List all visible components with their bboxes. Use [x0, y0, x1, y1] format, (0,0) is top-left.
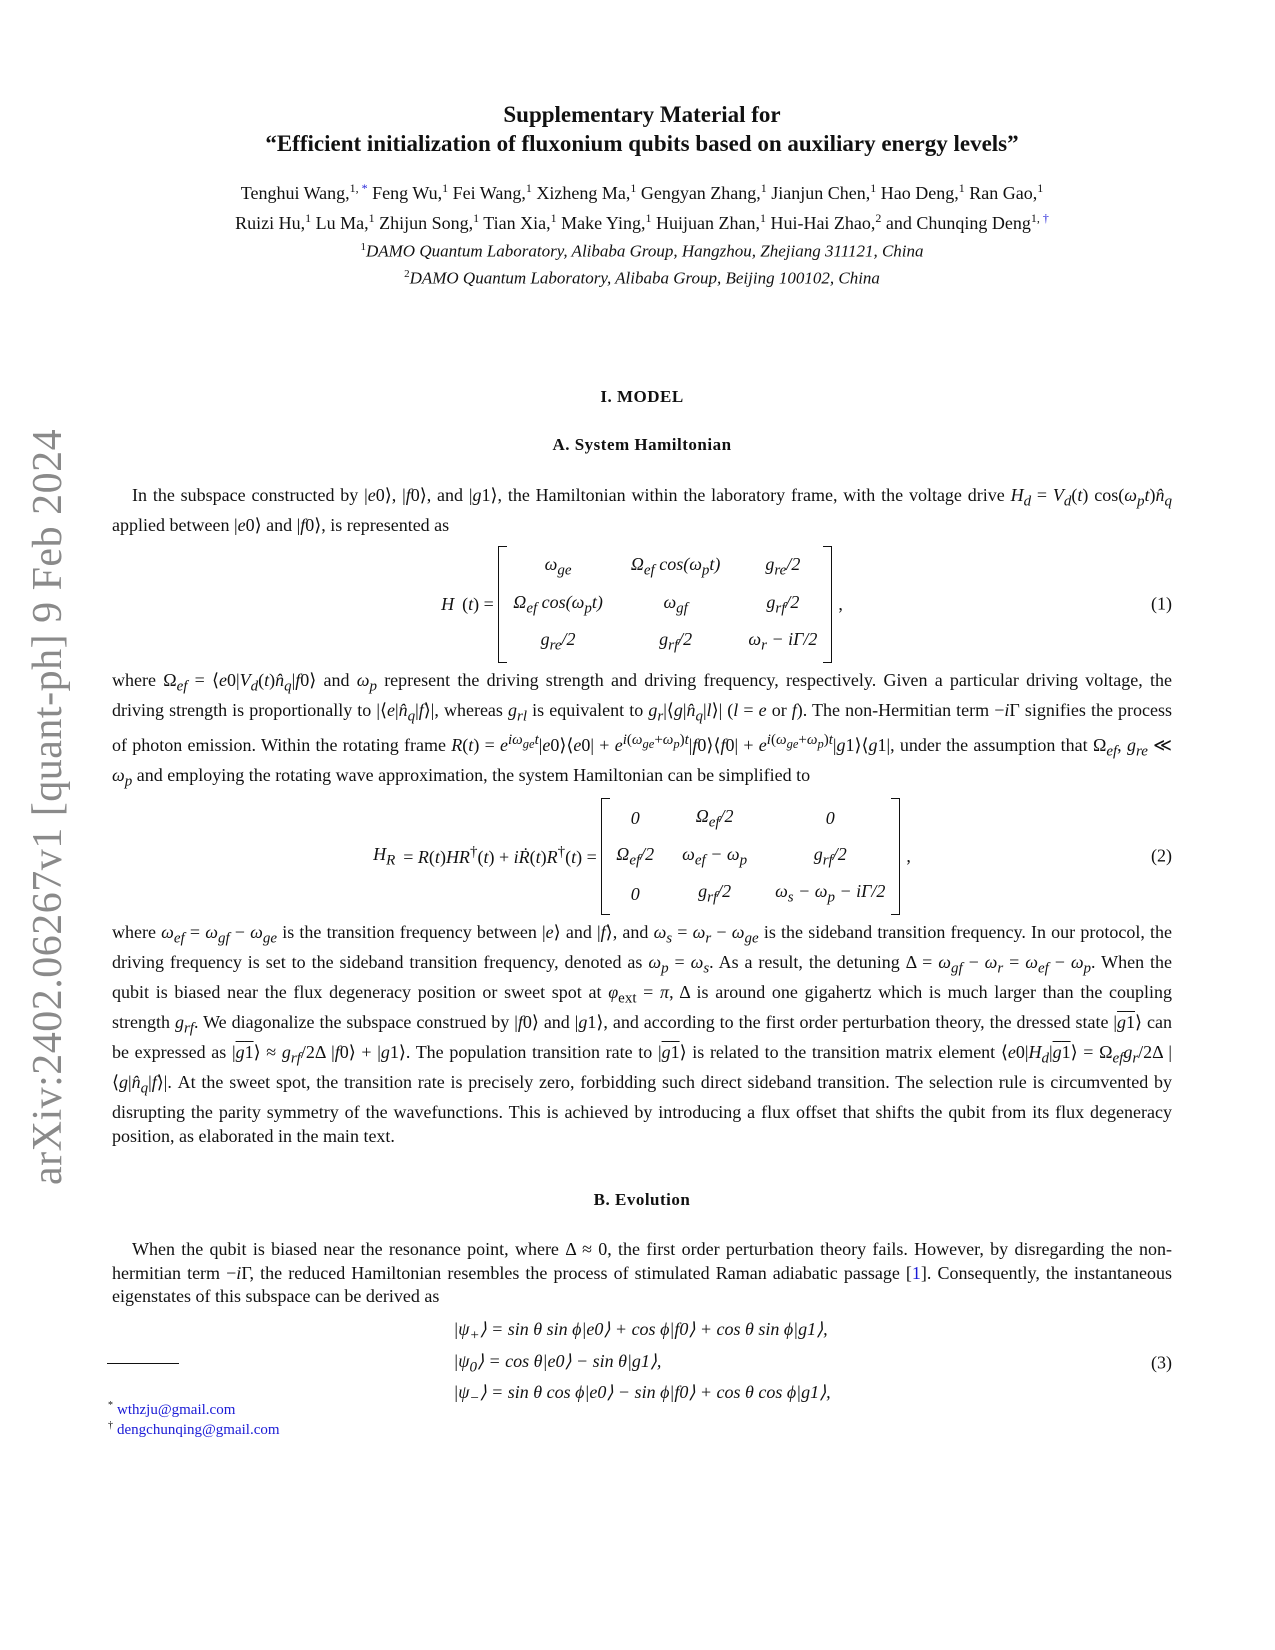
author-line-1: Tenghui Wang,$^{1, *}$ Feng Wu,$^1$ Fei Wang,$^1$ Xizheng Ma,$^1$ Gengyan Zhang,$^1$ Jianjun Chen,$^1$ Hao Deng,$^1$ Ran Gao,$^1$: [240, 181, 1044, 203]
equation-2-lhs: $H_R$: [373, 843, 396, 869]
footnote-link-dagger[interactable]: †: [1042, 211, 1049, 225]
section-heading-model: I. MODEL: [600, 387, 684, 407]
equation-1-lhs: H: [441, 593, 455, 614]
footnote-2: † dengchunqing@gmail.com: [108, 1420, 280, 1438]
affiliation-1: $^1$DAMO Quantum Laboratory, Alibaba Group, Hangzhou, Zhejiang 311121, China: [360, 241, 924, 261]
equation-1: H (t) = $\omega_{ge}$ $\Omega_{ef}$ $\cos(\omega_pt)$ $g_{re}/2$ $\Omega_{ef}$ $\cos(\omega_pt)$ $\omega_{gf}$ $g_{rf}/2$ $g_{re}/2$ $g_{rf}/2$ $\omega_r - i\Gamma/2$ , (1): [112, 546, 1172, 663]
equation-number-2: (2): [1151, 845, 1172, 866]
affiliation-2: $^2$DAMO Quantum Laboratory, Alibaba Group, Beijing 100102, China: [404, 267, 880, 288]
title-line-1: Supplementary Material for: [503, 102, 781, 127]
footnote-link-star[interactable]: *: [361, 181, 368, 195]
equation-number-3: (3): [1151, 1352, 1172, 1373]
paragraph-sideband: where $\omega_{ef} = \omega_{gf} - \omega_{ge}$ is the transition frequency between |e⟩ and |f⟩, and $\omega_s = \omega_r - \omega_{ge}$ is the sideband transition frequency. In our protocol, the driving frequency is set to the sideband transition frequency, denoted as $\omega_p = \omega_s$. As a result, the detuning $\Delta = \omega_{gf} - \omega_r = \omega_{ef} - \omega_p$. When the qubit is biased near the flux degeneracy position or sweet spot at $\varphi_{ext} = \pi$, Δ is around one gigahertz which is much larger than the coupling strength $g_{rf}$. We diagonalize the subspace construed by |f0⟩ and |g1⟩, and according to the first order perturbation theory, the dressed state |g1⟩ can be expressed as |g1⟩ ≈ $g_{rf}/2\Delta$ |f0⟩ + |g1⟩. The population transition rate to |g1⟩ is related to the transition matrix element $⟨e0|H_d|g1⟩ = \Omega_{ef}g_r/2\Delta$ $|⟨g|n̂_q|f⟩|$. At the sweet spot, the transition rate is precisely zero, forbidding such direct sideband transition. The selection rule is circumvented by disrupting the parity symmetry of the wavefunctions. This is achieved by introducing a flux offset that shifts the qubit from its flux degeneracy position, as elaborated in the main text.: [112, 921, 1173, 1146]
email-link-2[interactable]: dengchunqing@gmail.com: [117, 1422, 280, 1438]
paragraph-driving: where $\Omega_{ef}$ = $⟨e0|V_d(t)n̂_q|f0⟩$ and $\omega_p$ represent the driving strength and driving frequency, respectively. Given a particular driving voltage, the driving strength is proportionally to $|⟨e|n̂_q|f⟩|$, whereas $g_{rl}$ is equivalent to $g_r|⟨g|n̂_q|l⟩|$ (l = e or f). The non-Hermitian term −iΓ signifies the process of photon emission. Within the rotating frame $R(t) = e^{i\omega_{ge}t}|e0⟩⟨e0|$ + $e^{i(\omega_{ge}+\omega_p)t}|f0⟩⟨f0|$ + $e^{i(\omega_{ge}+\omega_p)t}|g1⟩⟨g1|$, under the assumption that $\Omega_{ef}$, $g_{re}$ ≪ $\omega_p$ and employing the rotating wave approximation, the system Hamiltonian can be simplified to: [112, 669, 1173, 790]
subsection-heading-evolution: B. Evolution: [593, 1190, 691, 1210]
paragraph-intro: In the subspace constructed by |e0⟩, |f0⟩, and |g1⟩, the Hamiltonian within the laboratory frame, with the voltage drive $H_d = V_d(t)$ $\cos(\omega_pt)n̂_q$ applied between |e0⟩ and |f0⟩, is represented as: [112, 485, 1172, 536]
footnote-divider: [107, 1363, 179, 1364]
equation-number-1: (1): [1151, 593, 1172, 614]
equation-2: $H_R$ = R(t)HR†(t) + iṘ(t)R†(t) = 0 $\Omega_{ef}/2$ 0 $\Omega_{ef}/2$ $\omega_{ef} - \omega_p$ $g_{rf}/2$ 0 $g_{rf}/2$ $\omega_s - \omega_p - i\Gamma/2$ , (2): [112, 798, 1172, 915]
paragraph-evolution: When the qubit is biased near the resonance point, where Δ ≈ 0, the first order perturbation theory fails. However, by disregarding the non-hermitian term −iΓ, the reduced Hamiltonian resembles the process of stimulated Raman adiabatic passage [1]. Consequently, the instantaneous eigenstates of this subspace can be derived as: [112, 1239, 1172, 1307]
equation-3: [112, 1319, 1172, 1408]
arxiv-identifier: arXiv:2402.06267v1 [quant-ph] 9 Feb 2024: [25, 428, 71, 1185]
email-link-1[interactable]: wthzju@gmail.com: [117, 1402, 236, 1418]
hamiltonian-matrix: $\omega_{ge}$ $\Omega_{ef}$ $\cos(\omega_pt)$ $g_{re}/2$ $\Omega_{ef}$ $\cos(\omega_pt)$ $\omega_{gf}$ $g_{rf}/2$ $g_{re}/2$ $g_{rf}/2$ $\omega_r - i\Gamma/2$: [498, 546, 832, 663]
page-content: [112, 100, 1172, 1408]
citation-link-1[interactable]: 1: [911, 1262, 921, 1283]
title-line-2: “Efficient initialization of fluxonium qubits based on auxiliary energy levels”: [265, 131, 1019, 156]
eigenstates-block: $|\psi_+⟩ = \sin \theta$ sin ϕ|e0⟩ + cos ϕ|f0⟩ + cos θ sin ϕ|g1⟩, $|\psi_0⟩ = \cos$ θ|e0⟩ − sin θ|g1⟩, $|\psi_-⟩ = \sin \theta$ cos ϕ|e0⟩ − sin ϕ|f0⟩ + cos θ cos ϕ|g1⟩,: [453, 1318, 831, 1407]
author-list: [112, 176, 1172, 236]
author-line-2: Ruizi Hu,$^1$ Lu Ma,$^1$ Zhijun Song,$^1$ Tian Xia,$^1$ Make Ying,$^1$ Huijuan Zhan,$^1$ Hui-Hai Zhao,$^2$ and Chunqing Deng$^{1, \dagger}$: [235, 211, 1049, 233]
rotating-frame-matrix: 0 $\Omega_{ef}/2$ 0 $\Omega_{ef}/2$ $\omega_{ef} - \omega_p$ $g_{rf}/2$ 0 $g_{rf}/2$ $\omega_s - \omega_p - i\Gamma/2$: [601, 798, 900, 915]
footnote-1: * wthzju@gmail.com: [108, 1400, 236, 1418]
paper-title: [112, 100, 1172, 158]
subsection-heading-system-hamiltonian: A. System Hamiltonian: [552, 435, 732, 455]
